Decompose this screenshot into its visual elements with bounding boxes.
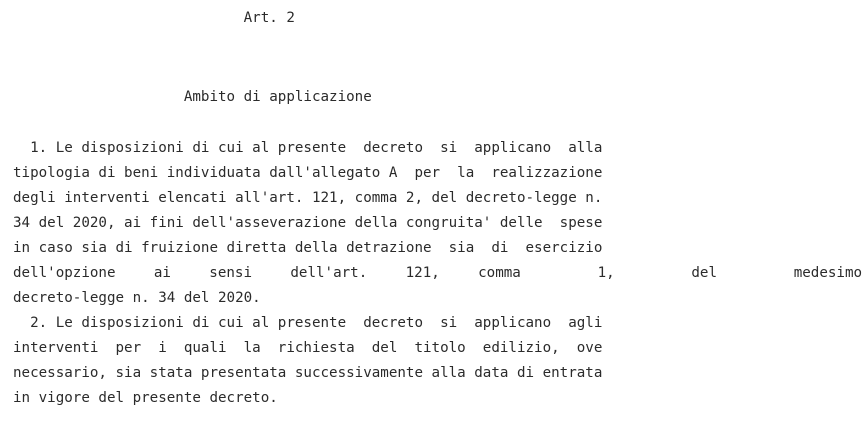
paragraph-1-line-1: 1. Le disposizioni di cui al presente decreto si applicano alla <box>13 140 603 156</box>
paragraph-2-line-4: in vigore del presente decreto. <box>13 390 278 406</box>
paragraph-1-line-5: in caso sia di fruizione diretta della detrazione sia di esercizio <box>13 240 603 256</box>
paragraph-1-line-2: tipologia di beni individuata dall'allegato A per la realizzazione <box>13 165 603 181</box>
paragraph-2-line-3: necessario, sia stata presentata successivamente alla data di entrata <box>13 365 603 381</box>
paragraph-1-line-6: dell'opzione ai sensi dell'art. 121, comma 1, del medesimo <box>13 265 862 281</box>
paragraph-1-line-7: decreto-legge n. 34 del 2020. <box>13 290 261 306</box>
paragraph-1-line-4: 34 del 2020, ai fini dell'asseverazione della congruita' delle spese <box>13 215 603 231</box>
paragraph-2-line-2: interventi per i quali la richiesta del titolo edilizio, ove <box>13 340 603 356</box>
article-number: Art. 2 <box>13 10 295 26</box>
paragraph-2-line-1: 2. Le disposizioni di cui al presente decreto si applicano agli <box>13 315 603 331</box>
section-title: Ambito di applicazione <box>13 89 372 105</box>
paragraph-1-line-3: degli interventi elencati all'art. 121, comma 2, del decreto-legge n. <box>13 190 603 206</box>
